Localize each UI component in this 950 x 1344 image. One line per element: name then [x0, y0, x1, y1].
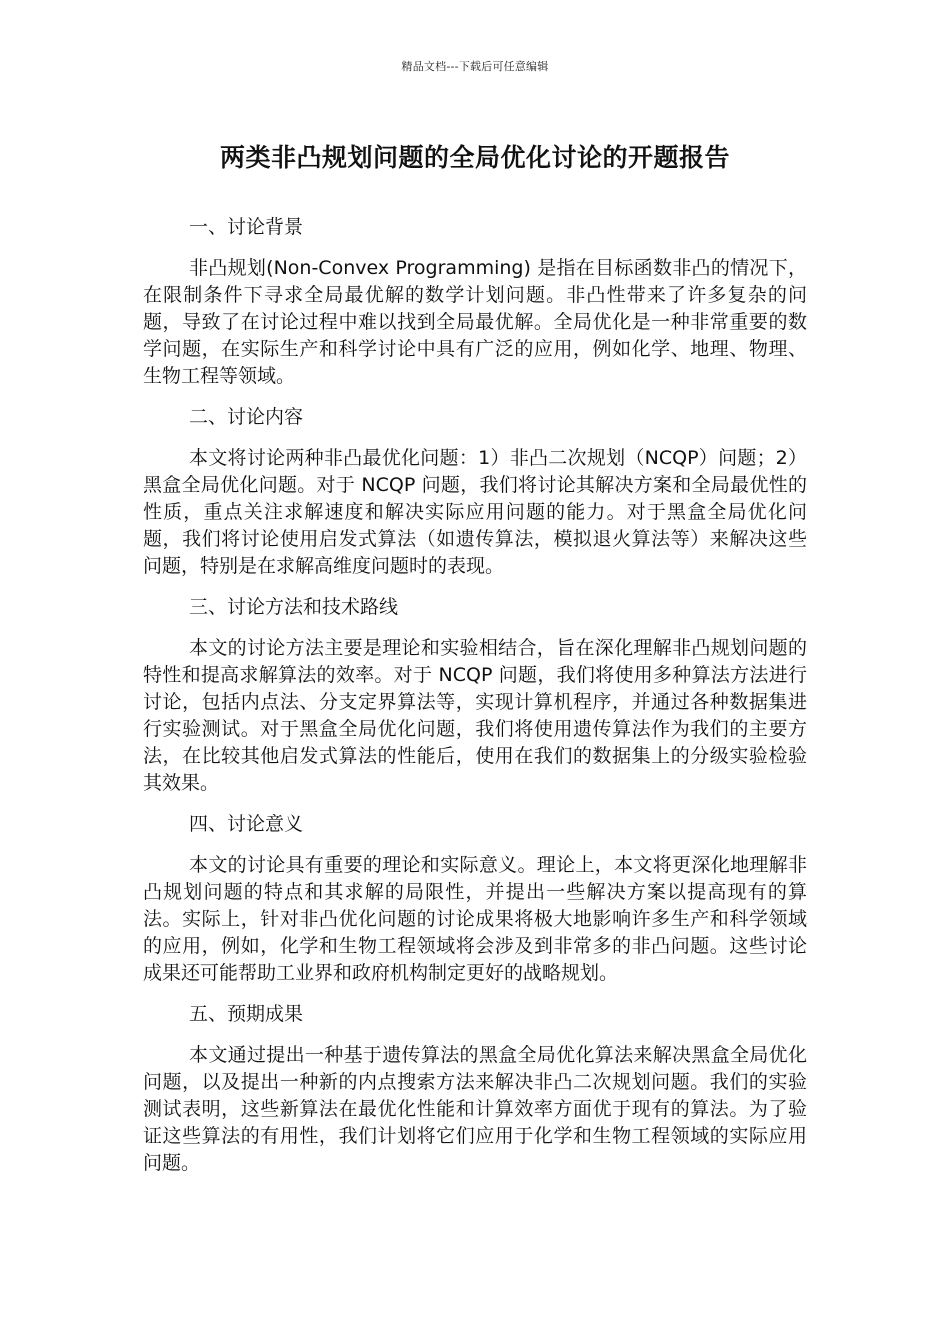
section-heading: 四、讨论意义 — [189, 813, 304, 835]
section-heading: 五、预期成果 — [189, 1003, 304, 1025]
section-paragraph: 非凸规划(Non-Convex Programming) 是指在目标函数非凸的情况下，在限制条件下寻求全局最优解的数学计划问题。非凸性带来了许多复杂的问题，导致了在讨论过程中难以找到全局最优解。全局优化是一种非常重要的数学问题，在实际生产和科学讨论中具有广泛的应用，例如化学、地理、物理、生物工程等领域。 — [143, 257, 807, 387]
header-note: 精品文档---下载后可任意编辑 — [401, 60, 549, 73]
section-heading: 一、讨论背景 — [189, 216, 304, 238]
section-expected-results — [143, 1001, 807, 1177]
document-body — [143, 214, 807, 1191]
section-paragraph: 本文的讨论具有重要的理论和实际意义。理论上，本文将更深化地理解非凸规划问题的特点和其求解的局限性，并提出一些解决方案以提高现有的算法。实际上，针对非凸优化问题的讨论成果将极大地影响许多生产和科学领域的应用，例如，化学和生物工程领域将会涉及到非常多的非凸问题。这些讨论成果还可能帮助工业界和政府机构制定更好的战略规划。 — [143, 854, 807, 984]
section-methods — [143, 594, 807, 797]
section-heading: 二、讨论内容 — [189, 406, 304, 428]
section-paragraph: 本文通过提出一种基于遗传算法的黑盒全局优化算法来解决黑盒全局优化问题，以及提出一种新的内点搜索方法来解决非凸二次规划问题。我们的实验测试表明，这些新算法在最优化性能和计算效率方面优于现有的算法。为了验证这些算法的有用性，我们计划将它们应用于化学和生物工程领域的实际应用问题。 — [143, 1044, 807, 1174]
section-content — [143, 404, 807, 580]
section-heading: 三、讨论方法和技术路线 — [189, 596, 399, 618]
document-title: 两类非凸规划问题的全局优化讨论的开题报告 — [219, 143, 730, 172]
section-background — [143, 214, 807, 390]
section-paragraph: 本文的讨论方法主要是理论和实验相结合，旨在深化理解非凸规划问题的特性和提高求解算法的效率。对于 NCQP 问题，我们将使用多种算法方法进行讨论，包括内点法、分支定界算法等，实现计算机程序，并通过各种数据集进行实验测试。对于黑盒全局优化问题，我们将使用遗传算法作为我们的主要方法，在比较其他启发式算法的性能后，使用在我们的数据集上的分级实验检验其效果。 — [143, 637, 807, 794]
section-significance — [143, 811, 807, 987]
section-paragraph: 本文将讨论两种非凸最优化问题：1）非凸二次规划（NCQP）问题；2）黑盒全局优化问题。对于 NCQP 问题，我们将讨论其解决方案和全局最优性的性质，重点关注求解速度和解决实际应用问题的能力。对于黑盒全局优化问题，我们将讨论使用启发式算法（如遗传算法，模拟退火算法等）来解决这些问题，特别是在求解高维度问题时的表现。 — [143, 447, 807, 577]
